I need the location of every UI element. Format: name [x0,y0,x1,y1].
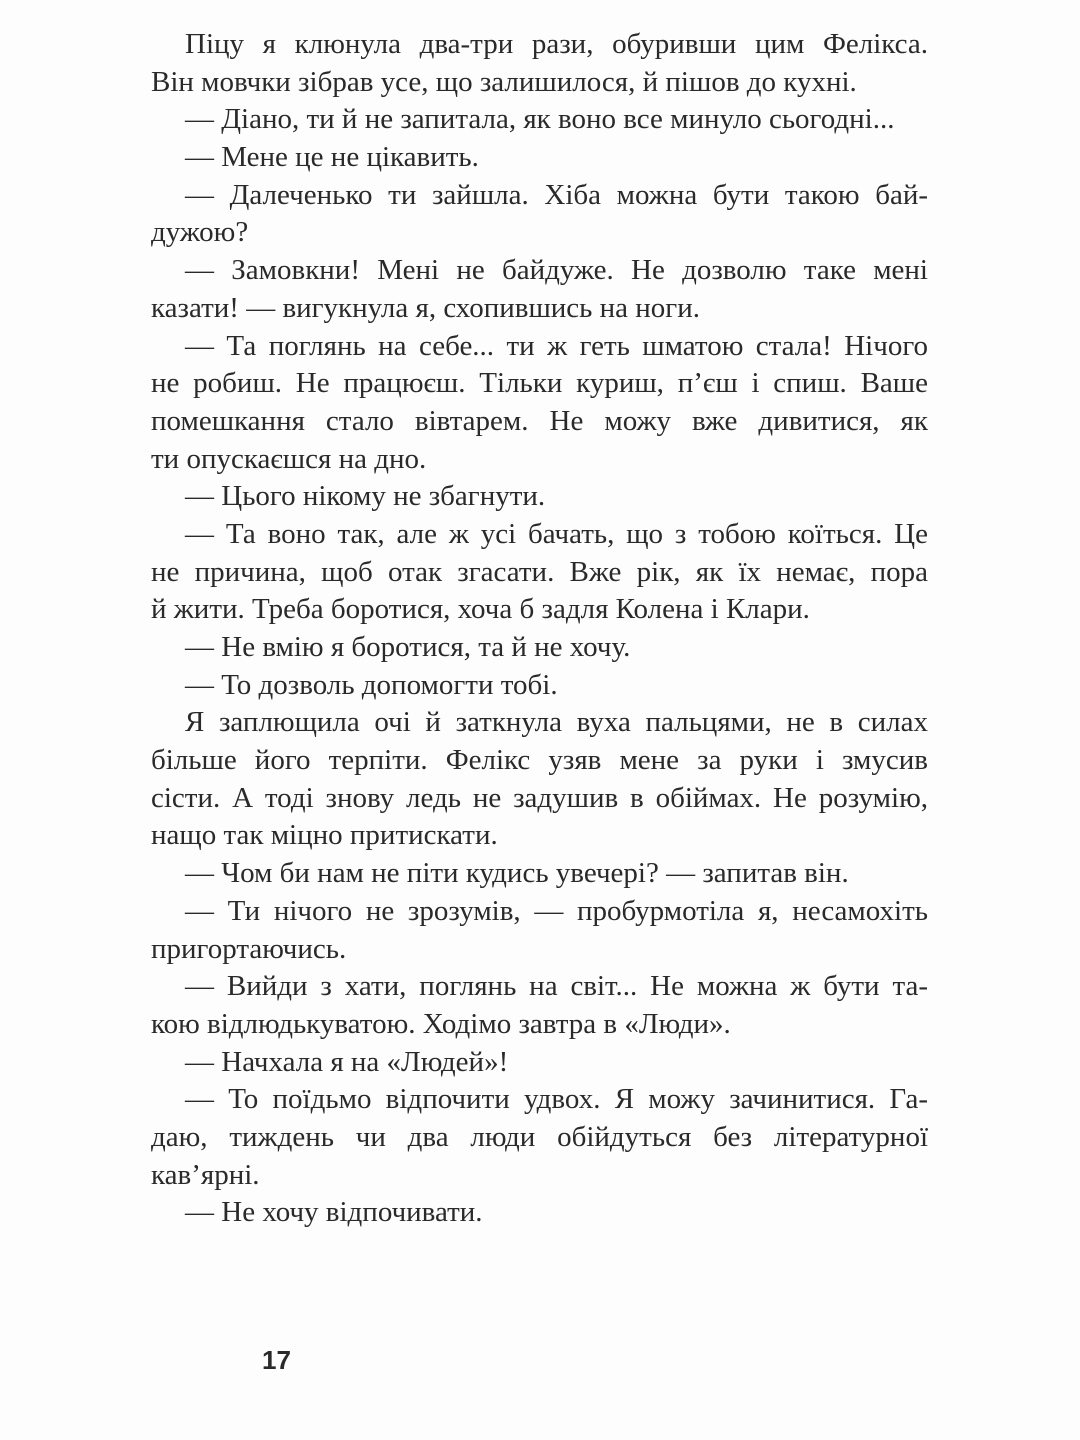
text-line: казати! — вигукнула я, схопившись на ноги. [151,291,700,324]
text-line: помешкання стало вівтарем. Не можу вже дивитися, як [151,404,928,437]
text-line: — То поїдьмо відпочити удвох. Я можу зачинитися. Га- [185,1083,928,1116]
text-line: — Мене це не цікавить. [185,141,479,174]
text-line: ти опускаєшся на дно. [151,442,427,475]
body-text [151,26,928,1232]
text-line: кою відлюдькуватою. Ходімо завтра в «Люди». [151,1007,731,1040]
text-line: Я заплющила очі й заткнула вуха пальцями, не в силах [185,706,928,739]
text-line: даю, тиждень чи два люди обійдуться без літературної [151,1120,928,1153]
text-line: — То дозволь допомогти тобі. [185,668,558,701]
text-line: кав’ярні. [151,1158,260,1191]
text-line: — Ти нічого не зрозумів, — пробурмотіла я, несамохіть [185,894,928,927]
text-line: пригортаючись. [151,932,347,965]
text-line: — Чом би нам не піти кудись увечері? — запитав він. [185,857,849,890]
text-line: — Вийди з хати, поглянь на світ... Не можна ж бути та- [185,970,928,1003]
text-line: й жити. Треба боротися, хоча б задля Колена і Клари. [151,593,810,626]
text-line: — Діано, ти й не запитала, як воно все минуло сьогодні... [185,103,895,136]
text-line: сісти. А тоді знову ледь не задушив в обіймах. Не розумію, [151,781,928,814]
text-line: — Не хочу відпочивати. [185,1196,483,1229]
text-line: — Та воно так, але ж усі бачать, що з тобою коїться. Це [185,517,928,550]
text-line: Піцу я клюнула два-три рази, обуривши цим Фелікса. [185,28,928,60]
page-number: 17 [262,1345,291,1375]
text-line: Він мовчки зібрав усе, що залишилося, й пішов до кухні. [151,65,857,98]
text-line: більше його терпіти. Фелікс узяв мене за руки і змусив [151,744,928,777]
text-line: — Не вмію я боротися, та й не хочу. [185,631,631,663]
text-line: — Далеченько ти зайшла. Хіба можна бути такою бай- [185,178,928,211]
text-line: нащо так міцно притискати. [151,819,498,852]
text-line: — Замовкни! Мені не байдуже. Не дозволю таке мені [185,254,928,287]
text-line: не робиш. Не працюєш. Тільки куриш, п’єш і спиш. Ваше [151,367,928,400]
text-line: дужою? [151,216,249,249]
text-line: не причина, щоб отак згасати. Вже рік, як їх немає, пора [151,555,928,588]
text-line: — Та поглянь на себе... ти ж геть шматою стала! Нічого [185,329,928,362]
text-line: — Цього нікому не збагнути. [185,480,546,513]
text-line: — Начхала я на «Людей»! [185,1045,509,1078]
